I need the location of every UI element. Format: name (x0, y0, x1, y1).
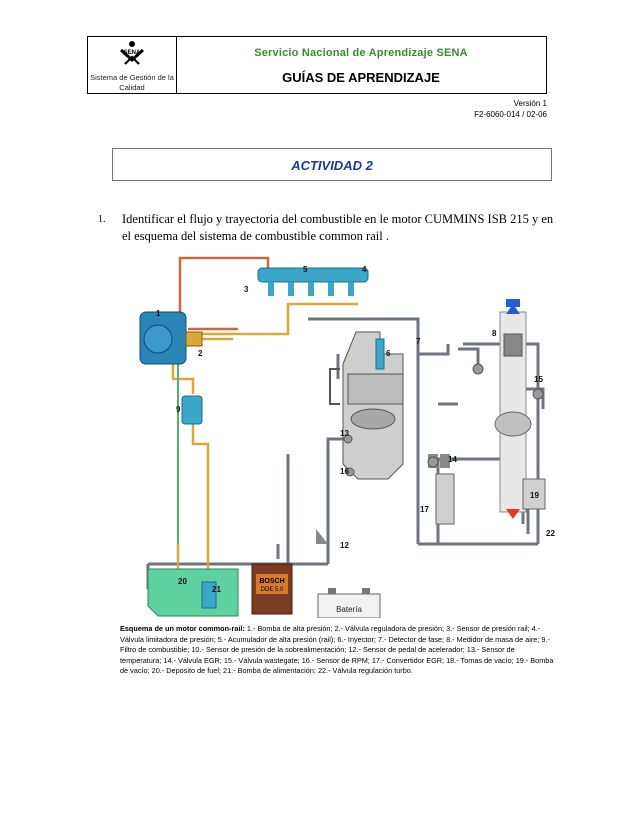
caption-title: Esquema de un motor common-rail: (120, 624, 245, 633)
ecu-label-model: DDE 5.0 (260, 587, 284, 593)
document-code: F2-6060-014 / 02-06 (474, 110, 547, 119)
egr-converter (436, 474, 454, 524)
label-2: 2 (198, 349, 203, 358)
label-4: 4 (362, 265, 367, 274)
label-5: 5 (303, 265, 308, 274)
activity-box (112, 148, 552, 181)
label-20: 20 (178, 577, 187, 586)
label-16: 16 (340, 467, 349, 476)
label-21: 21 (212, 585, 221, 594)
document-type: GUÍAS DE APRENDIZAJE (282, 70, 440, 85)
label-8: 8 (492, 329, 497, 338)
activity-title: ACTIVIDAD 2 (291, 158, 373, 173)
common-rail-diagram (118, 244, 560, 618)
egr-valve-icon (428, 457, 438, 467)
label-7: 7 (416, 337, 421, 346)
sena-logo-icon (115, 40, 149, 68)
ecu-label-brand: BOSCH (259, 578, 285, 585)
fuel-tank (148, 569, 238, 616)
label-22: 22 (546, 529, 555, 538)
diagram-caption (120, 624, 558, 677)
label-17: 17 (420, 505, 429, 514)
caption-body: 1.- Bomba de alta presión; 2.- Válvula reguladora de presión; 3.- Sensor de presión rail; 4.- Válvula limitadora de presión; 5.- Acumulador de alta presión (rail); 6.- Inyector; 7.- Detector de fase; 8.- Medidor de masa de aire; 9.- Filtro de combustible; 10.- Sensor de presión de la sobrealimentación; 12.- Sensor de pedal de acelerador; 13.- Sensor de temperatura; 14.- Válvula EGR; 15.- Válvula wastegate; 16.- Sensor de RPM; 17.- Convertidor EGR; 18.- Tomas de vacío; 19.- Bomba de vacío; 20.- Deposito de fuel; 21.- Bomba de alimentación; 22.- Válvula regulación turbo. (120, 624, 554, 675)
battery-label: Batería (336, 605, 362, 614)
wastegate-valve (533, 389, 543, 399)
ecu-unit (252, 564, 292, 614)
label-12: 12 (340, 541, 349, 550)
label-9: 9 (176, 405, 181, 414)
question-text: Identificar el flujo y trayectoria del combustible en le motor CUMMINS ISB 215 y en el esquema del sistema de combustible common rail . (122, 212, 554, 243)
system-label: Sistema de Gestión de la Calidad (90, 73, 174, 92)
pressure-regulator (186, 332, 202, 346)
fuel-filter (182, 396, 202, 424)
label-13: 13 (340, 429, 349, 438)
label-6: 6 (386, 349, 391, 358)
question-number: 1. (98, 214, 106, 225)
high-pressure-pump (140, 312, 186, 364)
logo-cell (88, 37, 177, 93)
version-label: Versión 1 (513, 99, 547, 108)
label-15: 15 (534, 375, 543, 384)
label-19: 19 (530, 491, 539, 500)
label-1: 1 (156, 309, 161, 318)
label-14: 14 (448, 455, 457, 464)
version-block (474, 98, 547, 120)
document-header (87, 36, 547, 94)
label-3: 3 (244, 285, 249, 294)
logo-text: SENA (123, 50, 141, 56)
organization-name: Servicio Nacional de Aprendizaje SENA (254, 47, 468, 59)
